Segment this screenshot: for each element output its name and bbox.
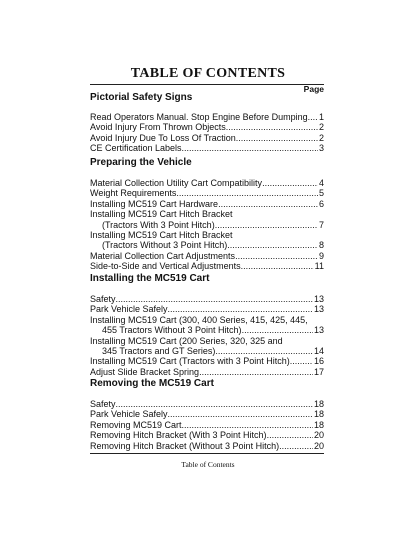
section-entries-removing-the-mc519-cart bbox=[90, 399, 324, 451]
section-entries-pictorial-safety-signs bbox=[90, 112, 324, 154]
toc-entry[interactable]: Weight Requirements ..... 5 bbox=[90, 188, 324, 198]
toc-entry[interactable]: Installing MC519 Cart Hitch Bracket bbox=[90, 209, 233, 220]
toc-entry[interactable]: Removing MC519 Cart ..... 18 bbox=[90, 420, 324, 430]
page-footer: Table of Contents bbox=[181, 460, 235, 469]
toc-entry[interactable]: Read Operators Manual. Stop Engine Before Dumping ..... 1 bbox=[90, 112, 324, 122]
section-heading-pictorial-safety-signs: Pictorial Safety Signs bbox=[90, 92, 193, 103]
toc-entry[interactable]: Safety ..... 13 bbox=[90, 294, 324, 304]
toc-entry[interactable]: 345 Tractors and GT Series) ..... 14 bbox=[90, 346, 324, 356]
toc-entry[interactable]: Park Vehicle Safely ..... 18 bbox=[90, 409, 324, 419]
toc-entry[interactable]: Park Vehicle Safely ..... 13 bbox=[90, 304, 324, 314]
toc-entry[interactable]: Removing Hitch Bracket (With 3 Point Hitch) ..... 20 bbox=[90, 430, 324, 440]
section-heading-installing-the-mc519-cart: Installing the MC519 Cart bbox=[90, 273, 210, 284]
toc-entry[interactable]: 455 Tractors Without 3 Point Hitch) ..... 13 bbox=[90, 325, 324, 335]
toc-entry[interactable]: Side-to-Side and Vertical Adjustments ..... 11 bbox=[90, 261, 324, 271]
toc-entry[interactable]: Adjust Slide Bracket Spring ..... 17 bbox=[90, 367, 324, 377]
toc-entry[interactable]: Installing MC519 Cart (300, 400 Series, 415, 425, 445, bbox=[90, 314, 308, 325]
toc-entry[interactable]: Installing MC519 Cart Hitch Bracket bbox=[90, 229, 233, 240]
page-column-label: Page bbox=[303, 84, 324, 94]
footer-rule bbox=[90, 453, 324, 454]
page-title: TABLE OF CONTENTS bbox=[130, 66, 286, 81]
toc-entry[interactable]: CE Certification Labels ..... 3 bbox=[90, 143, 324, 153]
toc-entry[interactable]: Installing MC519 Cart Hardware ..... 6 bbox=[90, 199, 324, 209]
toc-entry[interactable]: Material Collection Cart Adjustments ..... 9 bbox=[90, 251, 324, 261]
section-heading-removing-the-mc519-cart: Removing the MC519 Cart bbox=[90, 378, 214, 389]
toc-entry[interactable]: (Tractors Without 3 Point Hitch) ..... 8 bbox=[90, 240, 324, 250]
toc-entry[interactable]: Avoid Injury From Thrown Objects ..... 2 bbox=[90, 122, 324, 132]
toc-entry[interactable]: Safety ..... 18 bbox=[90, 399, 324, 409]
section-heading-preparing-the-vehicle: Preparing the Vehicle bbox=[90, 157, 192, 168]
toc-entry[interactable]: Installing MC519 Cart (Tractors with 3 Point Hitch) ..... 16 bbox=[90, 356, 324, 366]
toc-entry[interactable]: Removing Hitch Bracket (Without 3 Point Hitch) ..... 20 bbox=[90, 441, 324, 451]
toc-entry[interactable]: Material Collection Utility Cart Compatibility ..... 4 bbox=[90, 178, 324, 188]
toc-entry[interactable]: Installing MC519 Cart (200 Series, 320, 325 and bbox=[90, 335, 283, 346]
toc-entry[interactable]: (Tractors With 3 Point Hitch) ..... 7 bbox=[90, 220, 324, 230]
toc-entry[interactable]: Avoid Injury Due To Loss Of Traction ..... 2 bbox=[90, 133, 324, 143]
section-entries-preparing-the-vehicle bbox=[90, 178, 324, 272]
section-entries-installing-the-mc519-cart bbox=[90, 294, 324, 377]
